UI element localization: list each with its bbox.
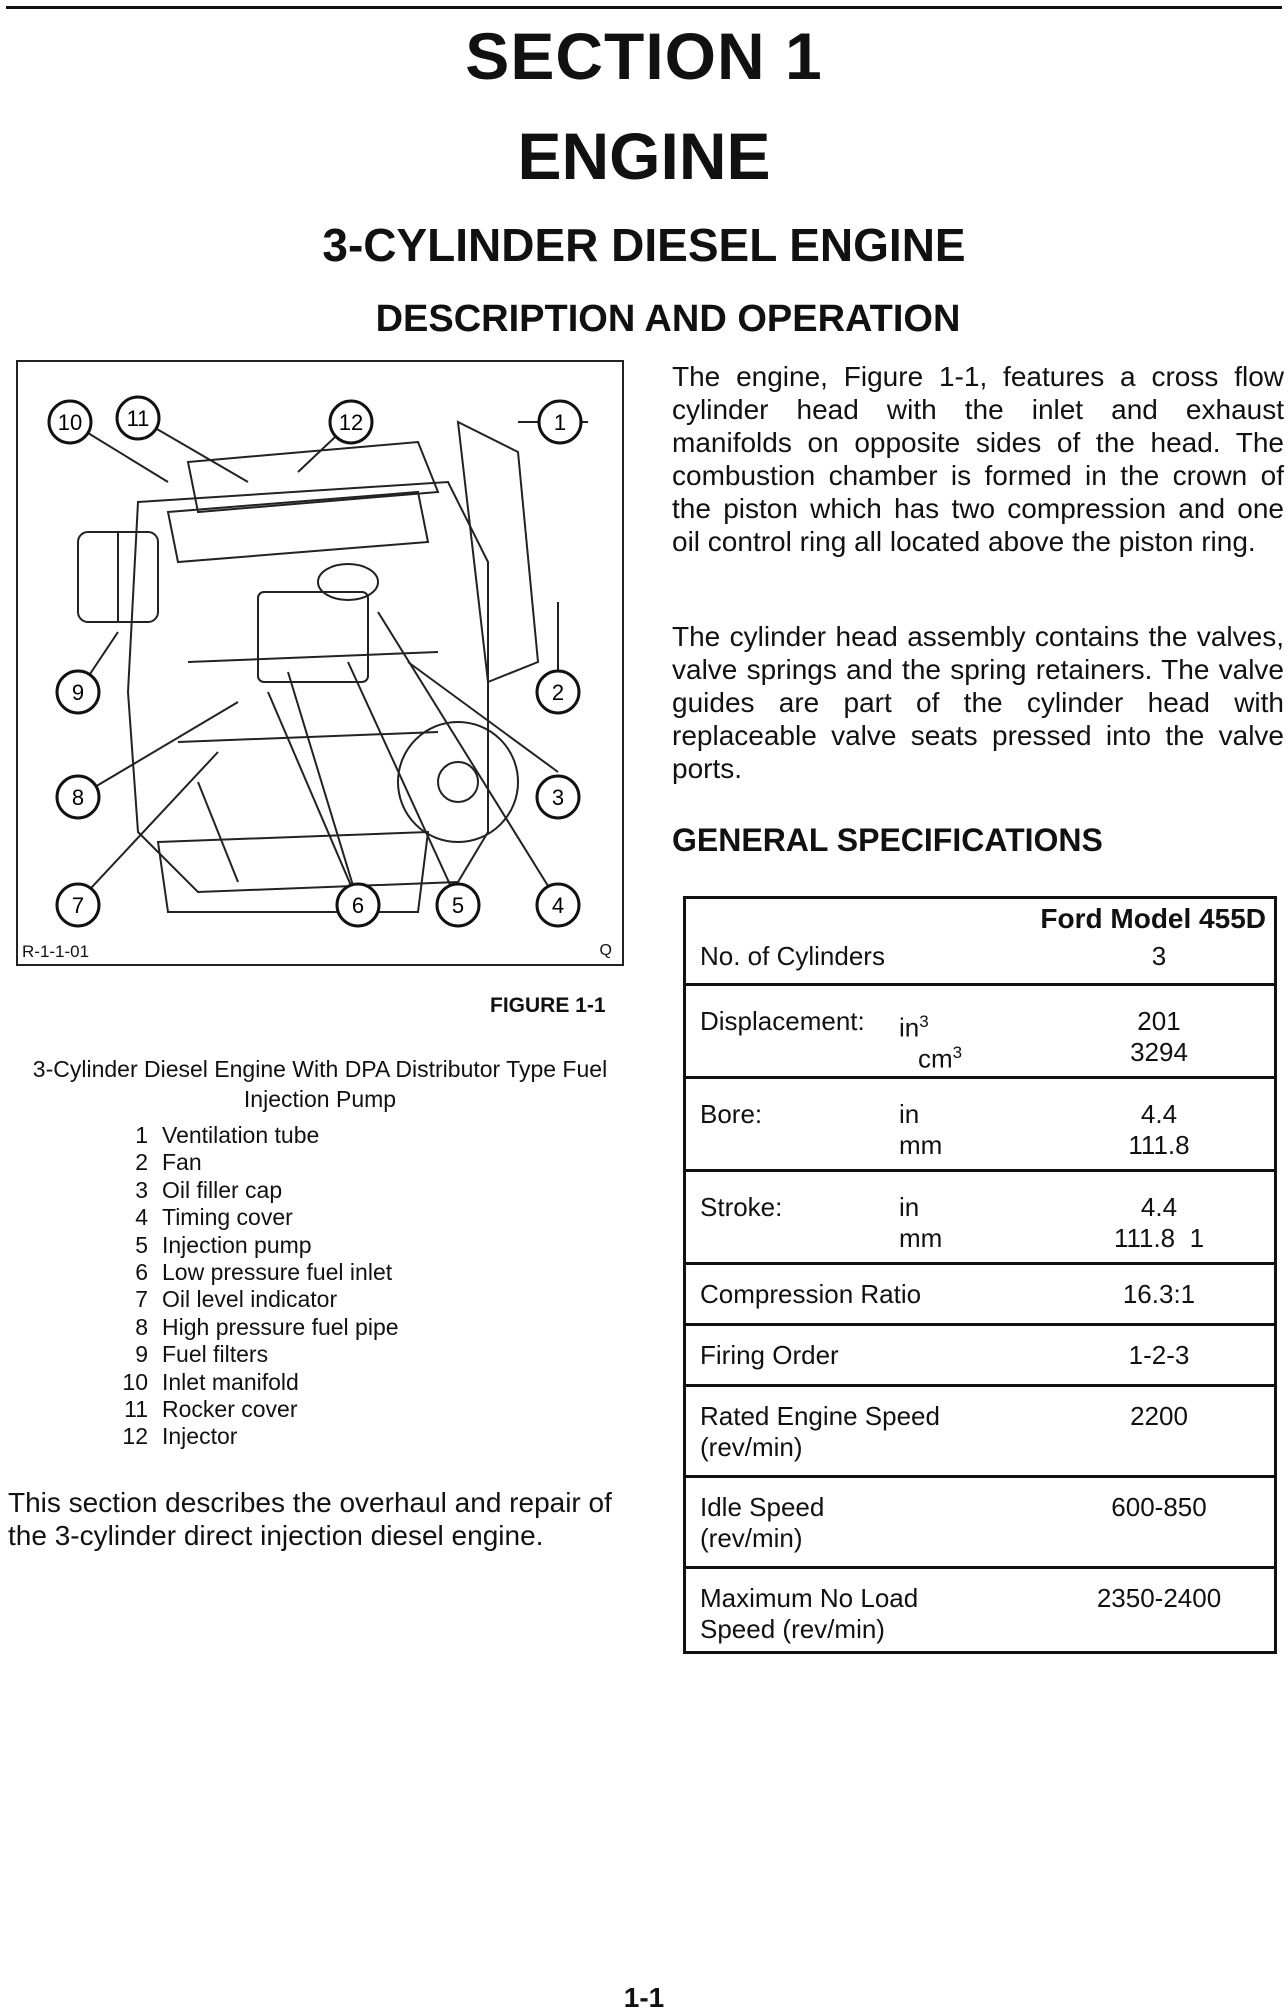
svg-text:1: 1	[553, 410, 567, 435]
callout-12	[330, 401, 372, 443]
figure-title: 3-Cylinder Diesel Engine With DPA Distributor Type Fuel Injection Pump	[32, 1056, 608, 1112]
subtitle-heading: 3-CYLINDER DIESEL ENGINE	[322, 219, 966, 271]
legend-item: 7 Oil level indicator	[135, 1286, 338, 1313]
engine-heading: ENGINE	[517, 119, 771, 193]
legend-item: 5 Injection pump	[135, 1231, 312, 1258]
table-row: Compression Ratio 16.3:1	[686, 1265, 1274, 1326]
callout-layer	[18, 362, 622, 964]
paragraph-cylinder-head: The cylinder head assembly contains the valves, valve springs and the spring retainers. The valve guides are part of the cylinder head with replaceable valve seats pressed into the valve ports.	[672, 621, 1284, 784]
figure-mark: Q	[599, 942, 612, 959]
callout-7	[57, 884, 99, 926]
legend-item: 11 Rocker cover	[124, 1396, 298, 1423]
table-row: Rated Engine Speed (rev/min) 2200	[686, 1387, 1274, 1478]
table-row: Displacement: $in^3$ 201 $cm^3$ 3294	[686, 986, 1274, 1079]
callout-10	[49, 401, 91, 443]
figure-legend	[110, 1122, 399, 1451]
table-row: Ford Model 455D No. of Cylinders 3	[686, 899, 1274, 986]
section-summary: This section describes the overhaul and repair of the 3-cylinder direct injection diesel engine.	[8, 1487, 612, 1551]
legend-item: 1 Ventilation tube	[135, 1122, 320, 1148]
svg-text:9: 9	[71, 680, 85, 705]
section-heading: SECTION 1	[465, 19, 823, 93]
table-row: Idle Speed (rev/min) 600-850	[686, 1478, 1274, 1569]
table-row: Bore: in 4.4 mm 111.8	[686, 1079, 1274, 1172]
legend-item: 12 Injector	[122, 1423, 238, 1450]
svg-text:11: 11	[126, 406, 150, 431]
legend-item: 8 High pressure fuel pipe	[135, 1313, 399, 1340]
legend-item: 10 Inlet manifold	[122, 1368, 299, 1395]
svg-text:8: 8	[71, 785, 85, 810]
table-row: Stroke: in 4.4 mm 111.8 1	[686, 1172, 1274, 1265]
callout-3	[537, 776, 579, 818]
general-specifications-heading: GENERAL SPECIFICATIONS	[672, 822, 1103, 858]
svg-text:4: 4	[551, 893, 565, 918]
callout-6	[337, 884, 379, 926]
specifications-table	[683, 896, 1277, 1654]
svg-text:2: 2	[551, 680, 565, 705]
table-row: Maximum No Load Speed (rev/min) 2350-2400	[700, 1583, 1222, 1644]
legend-item: 9 Fuel filters	[135, 1341, 269, 1368]
page-number: 1-1	[623, 1982, 665, 2013]
svg-text:12: 12	[338, 410, 364, 435]
svg-text:10: 10	[57, 410, 83, 435]
table-row: Firing Order 1-2-3	[686, 1326, 1274, 1387]
callout-1	[539, 401, 581, 443]
engine-figure	[16, 360, 624, 966]
svg-text:6: 6	[351, 893, 365, 918]
paragraph-engine: The engine, Figure 1-1, features a cross flow cylinder head with the inlet and exhaust manifolds on opposite sides of the head. The combustion chamber is formed in the crown of the piston which has two compression and one oil control ring all located above the piston ring.	[672, 361, 1284, 557]
callout-4	[537, 884, 579, 926]
svg-text:7: 7	[71, 893, 85, 918]
svg-text:5: 5	[451, 893, 465, 918]
description-heading: DESCRIPTION AND OPERATION	[375, 298, 961, 340]
legend-item: 2 Fan	[135, 1149, 202, 1176]
model-header: Ford Model 455D	[1040, 903, 1266, 934]
top-rule	[6, 6, 1282, 9]
svg-text:3: 3	[551, 785, 565, 810]
callout-9	[57, 671, 99, 713]
callout-11	[117, 397, 159, 439]
callout-5	[437, 884, 479, 926]
legend-item: 6 Low pressure fuel inlet	[135, 1259, 393, 1286]
legend-item: 4 Timing cover	[135, 1204, 293, 1231]
callout-2	[537, 671, 579, 713]
figure-id: R-1-1-01	[22, 942, 90, 961]
legend-item: 3 Oil filler cap	[135, 1176, 283, 1203]
callout-8	[57, 776, 99, 818]
figure-caption: FIGURE 1-1	[490, 994, 606, 1017]
